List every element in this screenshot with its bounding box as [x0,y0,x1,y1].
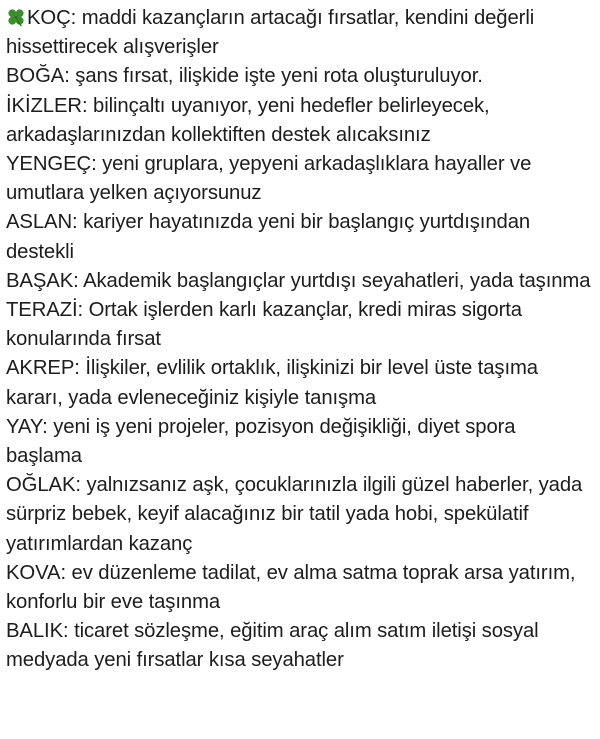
sign-text: Ortak işlerden karlı kazançlar, kredi miras sigorta konularında fırsat [6,299,522,351]
sign-text: yalnızsanız aşk, çocuklarınızla ilgili güzel haberler, yada sürpriz bebek, keyif alacağınız bir tatil yada hobi, spekülatif yatırımlardan kazanç [6,474,583,555]
sign-name: OĞLAK [6,474,76,497]
entry-yengec: YENGEÇ: yeni gruplara, yepyeni arkadaşlıklara hayaller ve umutlara yelken açıyorsunuz [6,153,532,205]
sign-name: İKİZLER [6,94,82,117]
entry-basak: BAŞAK: Akademik başlangıçlar yurtdışı seyahatleri, yada taşınma [6,269,591,292]
horoscope-text [6,4,596,676]
sign-name: YAY [6,415,43,438]
sign-text: yeni iş yeni projeler, pozisyon değişikliği, diyet spora başlama [6,415,516,468]
sign-name: ASLAN [6,211,73,234]
entry-oglak: OĞLAK: yalnızsanız aşk, çocuklarınızla ilgili güzel haberler, yada sürpriz bebek, keyif alacağınız bir tatil yada hobi, spekülatif yatırımlardan kazanç [6,474,583,555]
sign-text: bilinçaltı uyanıyor, yeni hedefler belirleyecek, arkadaşlarınızdan kollektiften destek alıcaksınız [6,94,490,146]
four-leaf-clover-icon [6,7,26,27]
sign-text: İlişkiler, evlilik ortaklık, ilişkinizi bir level üste taşıma kararı, yada evleneceğiniz kişiyle tanışma [6,357,538,409]
sign-text: şans fırsat, ilişkide işte yeni rota oluşturuluyor. [75,65,483,88]
entry-ikizler: İKİZLER: bilinçaltı uyanıyor, yeni hedefler belirleyecek, arkadaşlarınızdan kollektiften destek alıcaksınız [6,94,490,146]
sign-text: Akademik başlangıçlar yurtdışı seyahatleri, yada taşınma [83,269,591,292]
entry-yay: YAY: yeni iş yeni projeler, pozisyon değişikliği, diyet spora başlama [6,415,516,468]
entry-aslan: ASLAN: kariyer hayatınızda yeni bir başlangıç yurtdışından destekli [6,211,531,263]
sign-name: KOVA [6,561,61,584]
entry-boga: BOĞA: şans fırsat, ilişkide işte yeni rota oluşturuluyor. [6,65,483,88]
sign-name: BOĞA [6,65,65,88]
entry-kova: KOVA: ev düzenleme tadilat, ev alma satma toprak arsa yatırım, konforlu bir eve taşınma [6,561,576,614]
entry-akrep: AKREP: İlişkiler, evlilik ortaklık, ilişkinizi bir level üste taşıma kararı, yada evleneceğiniz kişiyle tanışma [6,357,538,409]
sign-name: AKREP [6,357,75,380]
entry-balik: BALIK: ticaret sözleşme, eğitim araç alım satım iletişi sosyal medyada yeni fırsatlar kısa seyahatler [6,620,539,672]
sign-text: ticaret sözleşme, eğitim araç alım satım iletişi sosyal medyada yeni fırsatlar kısa seyahatler [6,620,539,672]
sign-name: YENGEÇ [6,153,92,176]
sign-name: BALIK [6,620,63,643]
sign-text: maddi kazançların artacağı fırsatlar, kendini değerli hissettirecek alışverişler [6,7,535,59]
sign-text: ev düzenleme tadilat, ev alma satma toprak arsa yatırım, konforlu bir eve taşınma [6,561,576,614]
sign-name: TERAZİ [6,299,78,322]
sign-text: kariyer hayatınızda yeni bir başlangıç yurtdışından destekli [6,211,531,263]
sign-text: yeni gruplara, yepyeni arkadaşlıklara hayaller ve umutlara yelken açıyorsunuz [6,153,532,205]
sign-name: KOÇ [27,7,71,29]
sign-name: BAŞAK [6,269,74,292]
entry-terazi: TERAZİ: Ortak işlerden karlı kazançlar, kredi miras sigorta konularında fırsat [6,299,522,351]
entry-koc: KOÇ: maddi kazançların artacağı fırsatlar, kendini değerli hissettirecek alışverişler [6,7,535,59]
